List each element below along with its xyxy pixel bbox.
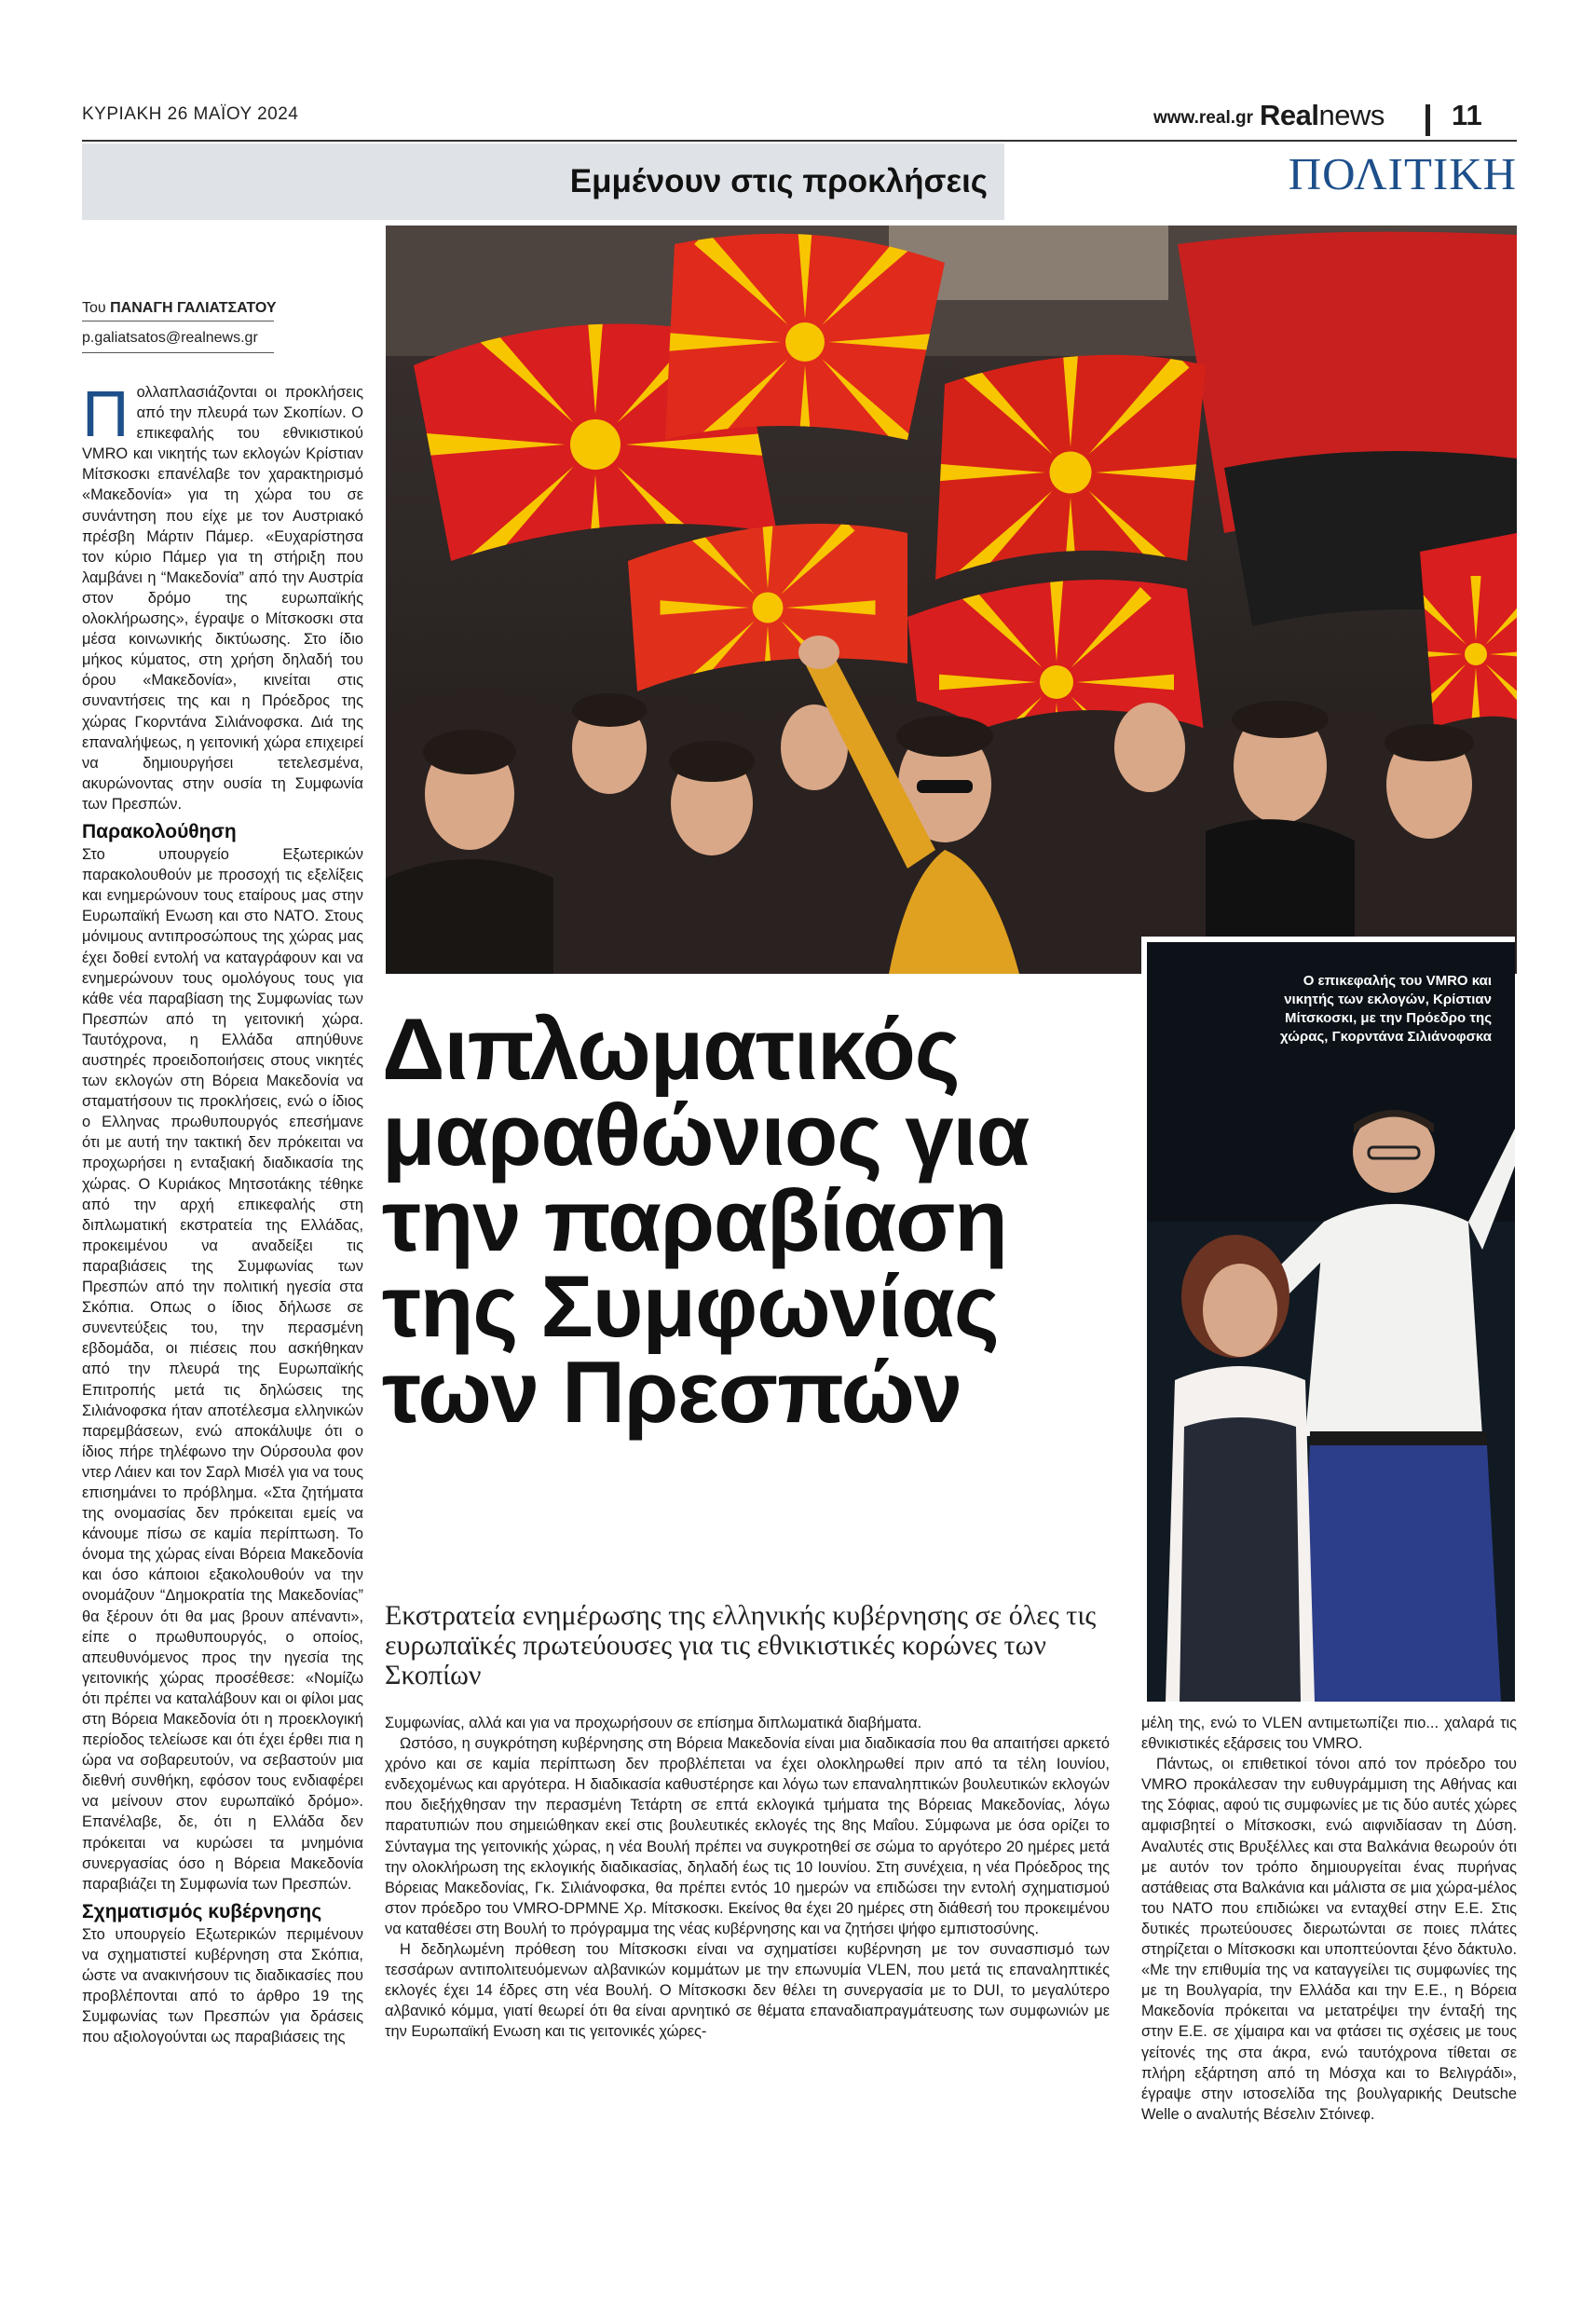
article-paragraph: μέλη της, ενώ το VLEN αντιμετωπίζει πιο... χαλαρά τις εθνικιστικές εξάρσεις του VMRO. <box>1141 1715 1517 1753</box>
brand-logo <box>1260 99 1385 132</box>
deck: Εκστρατεία ενημέρωσης της ελληνικής κυβέρνησης σε όλες τις ευρωπαϊκές πρωτεύουσες για τις εθνικιστικές κορώνες των Σκοπίων <box>385 1600 1097 1690</box>
drop-cap: Π <box>82 382 130 450</box>
article-paragraph: Στο υπουργείο Εξωτερικών περιμένουν να σχηματιστεί κυβέρνηση στα Σκόπια, ώστε να ανακινήσουν τις διαδικασίες που προβλέπονται από το άρθρο 19 της Συμφωνίας των Πρεσπών για δράσεις που αξιολογούνται ως παραβιάσεις της <box>82 1925 363 2046</box>
kicker: Εμμένουν στις προκλήσεις <box>569 163 988 199</box>
leaders-photo-illustration <box>1147 942 1515 1702</box>
email-rule <box>82 352 274 353</box>
header-rule <box>82 140 1517 142</box>
rally-photo-illustration <box>386 226 1517 974</box>
article-paragraph: Η δεδηλωμένη πρόθεση του Μίτσκοσκι είναι να σχηματίσει κυβέρνηση με τον συνασπισμό των τεσσάρων αντιπολιτευόμενων αλβανικών κομμάτων με την επωνυμία VLEN, που μετά τις επαναληπτικές εκλογές έχει 14 έδρες στη νέα Βουλή. Ο Μίτσκοσκι δεν θέλει τη συνεργασία με το DUI, το μεγαλύτερο αλβανικό κόμμα, γιατί θεωρεί ότι θα είναι αρνητικό σε θέματα επαναδιαπραγμάτευσης των συμφωνιών με την Ευρωπαϊκή Ενωση και τις γειτονικές χώρες- <box>385 1941 1110 2041</box>
section-title: ΠΟΛΙΤΙΚΗ <box>1288 148 1517 199</box>
issue-date: ΚΥΡΙΑΚΗ 26 ΜΑΪΟΥ 2024 <box>82 104 299 124</box>
article-column-1 <box>82 382 363 2209</box>
article-column-3 <box>1141 1713 1517 2235</box>
leaders-photo <box>1141 937 1515 1702</box>
article-lead-paragraph <box>82 382 363 814</box>
photo-caption: Ο επικεφαλής του VMRO και νικητής των εκλογών, Κρίστιαν Μίτσκοσκι, με την Πρόεδρο της χώρας, Γκορντάνα Σιλιάνοφσκα <box>1279 973 1492 1045</box>
article-column-2 <box>385 1713 1110 2235</box>
header-divider <box>1425 104 1430 136</box>
lead-text: ολλαπλασιάζονται οι προκλήσεις από την πλευρά των Σκοπίων. Ο επικεφαλής του εθνικιστικού VMRO και νικητής των εκλογών Κρίστιαν Μίτσκοσκι επανέλαβε τον χαρακτηρισμό «Μακεδονία» για τη χώρα του σε συνάντηση που είχε με τον Αυστριακό πρέσβη Μάρτιν Πάμερ. «Ευχαρίστησα τον κύριο Πάμερ για τη στήριξη που λαμβάνει η “Μακεδονία” από την Αυστρία στον δρόμο της ευρωπαϊκής ολοκλήρωσης», έγραψε ο Μίτσκοσκι στα μέσα κοινωνικής δικτύωσης. Στο ίδιο μήκος κύματος, στη χρήση δηλαδή του όρου «Μακεδονία», κινείται στις συναντήσεις της και η Πρόεδρος της χώρας Γκορντάνα Σιλιάνοφσκα. Διά της επαναλήψεως, η γειτονική χώρα επιχειρεί να δημιουργήσει τετελεσμένα, ακυρώνοντας στην ουσία τη Συμφωνία των Πρεσπών. <box>82 384 363 813</box>
byline-prefix: Του <box>82 300 106 316</box>
site-url[interactable]: www.real.gr <box>1153 108 1253 128</box>
article-paragraph: Ωστόσο, η συγκρότηση κυβέρνησης στη Βόρεια Μακεδονία είναι μια διαδικασία που θα απαιτήσει αρκετό χρόνο και σε καμία περίπτωση δεν προβλέπεται να έχει ολοκληρωθεί πριν από τα τέλη Ιουνίου, ενδεχομένως και αργότερα. Η διαδικασία καθυστέρησε και λόγω των επαναληπτικών βουλευτικών εκλογών που διεξήχθησαν την περασμένη Τετάρτη σε επτά εκλογικά τμήματα της Βόρειας Μακεδονίας, λόγω παρατυπιών που σημειώθηκαν εκεί στις βουλευτικές εκλογές της 8ης Μαΐου. Σύμφωνα με όσα ορίζει το Σύνταγμα της γειτονικής χώρας, η νέα Βουλή πρέπει να συγκροτηθεί σε σώμα το αργότερο 20 ημέρες μετά την ολοκλήρωση της εκλογικής διαδικασίας, δηλαδή έως τις 10 Ιουνίου. Στη συνέχεια, η νέα Πρόεδρος της Βόρειας Μακεδονίας, Γκ. Σιλιάνοφσκα, θα πρέπει εντός 10 ημερών να επιδώσει την εντολή σχηματισμού στον πρόεδρο του VMRO-DPMNE Χρ. Μίτσκοσκι. Εκείνος θα έχει 20 ημέρες στη διάθεσή του προκειμένου να καταθέσει στη Βουλή το πρόγραμμα της νέας κυβέρνησης και να ζητήσει ψήφο εμπιστοσύνης. <box>385 1735 1110 1937</box>
author-name: ΠΑΝΑΓΗ ΓΑΛΙΑΤΣΑΤΟΥ <box>110 300 277 316</box>
page-number: 11 <box>1452 99 1482 131</box>
subhead-government: Σχηματισμός κυβέρνησης <box>82 1900 322 1922</box>
rally-photo <box>386 226 1517 974</box>
article-paragraph: Συμφωνίας, αλλά και για να προχωρήσουν σε επίσημα διπλωματικά διαβήματα. <box>385 1715 922 1731</box>
brand-real: Real <box>1260 99 1319 131</box>
byline <box>82 300 277 317</box>
subhead-monitoring: Παρακολούθηση <box>82 820 237 842</box>
author-email[interactable]: p.galiatsatos@realnews.gr <box>82 330 258 346</box>
article-paragraph: Στο υπουργείο Εξωτερικών παρακολουθούν με προσοχή τις εξελίξεις και ενημερώνουν τους εταίρους μας στην Ευρωπαϊκή Ενωση και στο ΝΑΤΟ. Στους μόνιμους αντιπροσώπους της χώρας μας έχει δοθεί εντολή να καταγράφουν και να ενημερώνουν τους ομολόγους τους για κάθε νέα παραβίαση της Συμφωνίας των Πρεσπών από τη γειτονική χώρα. Ταυτόχρονα, η Ελλάδα απηύθυνε αυστηρές προειδοποιήσεις στους νικητές των εκλογών στη Βόρεια Μακεδονία να σταματήσουν τις προκλήσεις, ενώ ο ίδιος ο Ελληνας πρωθυπουργός επεσήμανε ότι με αυτή την τακτική δεν πρόκειται να προχωρήσει η ενταξιακή διαδικασία της χώρας. Ο Κυριάκος Μητσοτάκης τέθηκε από την αρχή επικεφαλής στη διπλωματική εκστρατεία της Ελλάδας, προκειμένου να αναδείξει τις παραβιάσεις της Συμφωνίας των Πρεσπών από την πολιτική ηγεσία στα Σκόπια. Οπως ο ίδιος δήλωσε σε συνεντεύξεις του, την περασμένη εβδομάδα, οι πιέσεις που ασκήθηκαν από την πλευρά της Ευρωπαϊκής Επιτροπής μετά τις δηλώσεις της Σιλιάνοφσκα ήταν αποτέλεσμα ελληνικών παρεμβάσεων, ενώ αποκάλυψε ότι ο ίδιος πήρε τηλέφωνο την Ούρσουλα φον ντερ Λάιεν και τον Σαρλ Μισέλ για να τους επισημάνει το πρόβλημα. «Στα ζητήματα της ονομασίας δεν πρόκειται εμείς να κάνουμε πίσω σε καμία περίπτωση. Το όνομα της χώρας είναι Βόρεια Μακεδονία και όσο κάποιοι εξακολουθούν να την ονομάζουν “Δημοκρατία της Μακεδονίας” θα ξέρουν ότι θα μας βρουν απέναντι», είπε ο πρωθυπουργός, ο οποίος, απευθυνόμενος προς την ηγεσία της γειτονικής χώρας προσέθεσε: «Νομίζω ότι πρέπει να καταλάβουν και οι φίλοι μας στη Βόρεια Μακεδονία ότι η προεκλογική περίοδος τελείωσε και ότι έχει έρθει πια η ώρα να σοβαρευτούν, να σεβαστούν μια διεθνή συνθήκη, εφόσον τους ενδιαφέρει να μείνουν στον ευρωπαϊκό δρόμο». Επανέλαβε, δε, ότι η Ελλάδα δεν πρόκειται να κυρώσει τα μνημόνια συνεργασίας όσο η Βόρεια Μακεδονία παραβιάζει τη Συμφωνία των Πρεσπών. <box>82 846 363 1893</box>
article-paragraph: Πάντως, οι επιθετικοί τόνοι από τον πρόεδρο του VMRO προκάλεσαν την ευθυγράμμιση της Αθήνας και της Σόφιας, αφού τις συμφωνίες με τις δύο αυτές χώρες αμφισβητεί ο Μίτσκοσκι, ενώ αιφνιδίασαν τη Δύση. Αναλυτές στις Βρυξέλλες και στα Βαλκάνια θεωρούν ότι με αυτόν τον τρόπο δημιουργείται ένας πυρήνας αστάθειας στα Βαλκάνια και μάλιστα σε μια χώρα-μέλος του ΝΑΤΟ που επιδιώκει να ενταχθεί στην Ε.Ε. Στις δυτικές πρωτεύουσες διερωτώνται σε ποιες πλάτες στηρίζεται ο Μίτσκοσκι και υποπτεύονται ξένο δάκτυλο. «Με την επιθυμία της να καταγγείλει τις συμφωνίες της με τη Βουλγαρία, την Ελλάδα και την Ε.Ε., η Βόρεια Μακεδονία πρόκειται να μετατρέψει την ένταξή της στην Ε.Ε. σε χίμαιρα και να φτάσει τις σχέσεις με τους γείτονές της στα άκρα, ενώ ταυτόχρονα τίθεται σε πλήρη εξάρτηση από τη Μόσχα και το Βελιγράδι», έγραψε στην ιστοσελίδα της βουλγαρικής Deutsche Welle ο αναλυτής Βέσελιν Στόινεφ. <box>1141 1756 1517 2123</box>
brand-news: news <box>1318 99 1385 131</box>
headline: Διπλωματικός μαραθώνιος για την παραβίαση της Συμφωνίας των Πρεσπών <box>382 1000 1030 1441</box>
